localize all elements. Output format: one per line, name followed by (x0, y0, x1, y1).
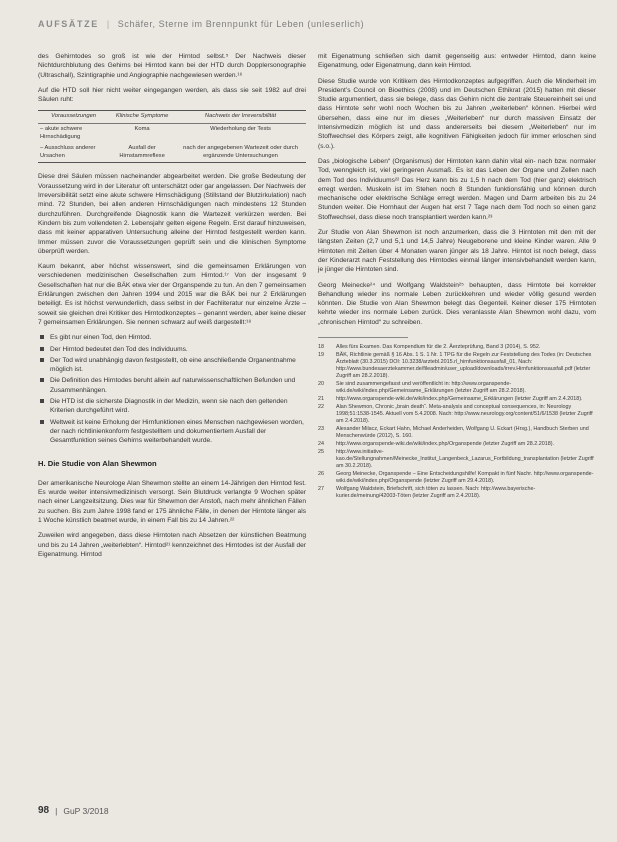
footnote-number: 18 (318, 344, 324, 351)
footnote-number: 21 (318, 396, 324, 403)
paragraph: Georg Meinecke²⁴ und Wolfgang Waldstein²⁵ behaupten, dass Hirntote bei korrekter Behandlung wieder ins normale Leben zurückkehren und wieder völlig gesund werden könnten. Die Studie von Alan Shewmon belegt das Gegenteil. Keiner dieser 175 Hirntoten kehrte wieder ins normale Leben zurück. Dies veranlasste Alan Shewmon wohl dazu, vom „chronischen Hirntod“ zu schreiben. (318, 281, 596, 326)
table-row (38, 124, 306, 144)
paragraph: Kaum bekannt, aber höchst wissenswert, sind die gemeinsamen Erklärungen von verschiedenen medizinischen Gesellschaften zum Hirntod.¹⁷ Von der insgesamt 9 Gesellschaften hat nur die BÄK etwa vier der Organspende zu tun. An den 7 gemeinsamen Erklärungen zwischen den Jahren 1994 und 2015 war die BÄK bei nur 2 Erklärungen beteiligt. Es ist höchst verwunderlich, dass selbst in der Fachliteratur nur einzelne Ärzte – soweit sie gleichen drei Kritiker des Hirntodkonzeptes – genannt werden, aber keine dieser 7 gemeinsamen Erklärungen. Sie nennen schwarz auf weiß dargestellt:¹⁸ (38, 263, 306, 326)
paragraph: Auf die HTD soll hier nicht weiter eingegangen werden, als dass sie seit 1982 auf drei Säulen ruht: (38, 86, 306, 104)
table-cell: Wiederholung der Tests (210, 126, 271, 133)
journal-issue: GuP 3/2018 (63, 805, 109, 816)
section-kicker: AUFSÄTZE (38, 19, 99, 29)
table-cell: Koma (134, 126, 150, 133)
bullet-list (38, 333, 306, 445)
footnote-number: 27 (318, 486, 324, 493)
footnote-number: 20 (318, 381, 324, 388)
table-cell: – akute schwere Hirnschädigung (40, 126, 83, 140)
table-cell: Ausfall der Hirnstammreflexe (119, 145, 165, 159)
table-header-cell: Klinische Symptome (109, 111, 175, 124)
footnotes (318, 344, 596, 500)
list-item (38, 376, 306, 395)
footnote-text: http://www.organspende-wiki.de/wiki/index.php/Organspende (letzter Zugriff am 28.2.2018). (336, 441, 555, 448)
list-item-text: Die HTD ist die sicherste Diagnostik in der Medizin, wenn sie nach den geltenden Kriterien durchgeführt wird. (50, 397, 288, 415)
bullet-square-icon (40, 335, 44, 339)
header-separator: | (106, 19, 110, 29)
bullet-square-icon (40, 347, 44, 351)
article-running-title: Schäfer, Sterne im Brennpunkt für Leben (unleserlich) (117, 19, 365, 29)
list-item (38, 418, 306, 446)
list-item-text: Der Tod wird unabhängig davon festgestellt, ob eine anschließende Organentnahme möglich ist. (50, 356, 296, 374)
text-columns (38, 52, 596, 812)
footnote (318, 441, 596, 448)
footnote (318, 404, 596, 425)
table-cell: nach der angegebenen Wartezeit oder durch ergänzende Untersuchungen (183, 145, 298, 159)
footnote-text: Wolfgang Waldstein, Briefschrift, sich töten zu lassen. Nach: http://www.bayerische-kurier.de/meinung/42003-Töten (letzter Zugriff am 2.4.2018). (336, 486, 536, 500)
footnote-text: Sie sind zusammengefasst und veröffentlicht in: http://www.organspende-wiki.de/wiki/index.php/Gemeinsame_Erklärungen (letzter Zugriff am 28.2.2018). (336, 381, 526, 395)
table-row (38, 143, 306, 163)
paragraph: Zuweilen wird angegeben, dass diese Hirntoten nach Absetzen der künstlichen Beatmung und bis zu 14 Jahren „weiterlebten“. Hirntod²¹ kennzeichnet des Hirntodes ist der Ausfall der Eigenatmung. Hirntod (38, 532, 306, 558)
footer-separator: | (55, 805, 58, 816)
table-header-cell: Voraussetzungen (38, 111, 109, 124)
three-pillars-table (38, 110, 306, 163)
footnote-text: http://www.organspende-wiki.de/wiki/index.php/Gemeinsame_Erklärungen (letzter Zugriff am 2.4.2018). (336, 396, 583, 403)
footnote (318, 449, 596, 470)
footnote-number: 23 (318, 426, 324, 433)
footnote-text: Georg Meinecke, Organspende – Eine Entscheidungshilfe! Kompakt in fünf Nachr. http://www.organspende-wiki.de/wiki/index.php/Organspende (letzter Zugriff am 29.4.2018). (336, 471, 594, 485)
footnote (318, 344, 596, 351)
left-column (38, 52, 306, 565)
footnote-text: BÄK, Richtlinie gemäß § 16 Abs. 1 S. 1 Nr. 1 TPG für die Regeln zur Feststellung des Todes (in: Deutsches Ärzteblatt (30.3.2015) DOI: 10.3238/arztebl.2015.rl_hirnfunktionsausfall_01, Nach: http://www.bundesaerztekammer.de/fileadmin/user_upload/downloads/irrev.Hirnfunktionsausfall.pdf (letzter Zugriff am 28.2.2018). (336, 352, 592, 380)
list-item (38, 345, 306, 354)
footnote-divider (318, 337, 408, 338)
footnote (318, 396, 596, 403)
list-item-text: Der Hirntod bedeutet den Tod des Individuums. (50, 345, 188, 353)
paragraph: Zur Studie von Alan Shewmon ist noch anzumerken, dass die 3 Hirntoten mit den mit der längsten Zeiten (2,7 und 5,1 und 14,5 Jahre) Neugeborene und kleine Kinder waren. Alle 9 Hirntoten mit Zeiten über 4 Monaten waren jünger als 18 Jahre. Hirntot ist noch belegt, dass der Kinderarzt nach Feststellung des Hirntodes einmal länger intensivbehandelt werden kann, je jünger die Hirntoten sind. (318, 229, 596, 274)
running-header (38, 14, 587, 34)
bullet-square-icon (40, 399, 44, 403)
footnote (318, 352, 596, 380)
table-header-row (38, 111, 306, 124)
paragraph: Das „biologische Leben“ (Organismus) der Hirntoten kann dahin vital ein- nach bzw. normaler Tod, wenngleich ist, viel geringeren Ausmaß. Es ist das Leben der Organe und Zellen nach dem Tod des Individuums²² Das Herz kann bis zu 1,5 h nach dem Tod (hier ganz) elektrisch erregt werden. Muskeln ist im Stehen noch 8 Stunden funktionsfähig und können durch mechanische oder elektrische Schläge erregt werden. Magen und Darm arbeiten bis zu 24 Stunden weiter. Die Hornhaut der Augen hat erst 7 Tage nach dem Tod noch so einen ganz Stoffwechsel, dass diese noch transplantiert werden kann.²³ (318, 157, 596, 221)
paragraph: mit Eigenatmung schließen sich damit gegenseitig aus: entweder Hirntod, dann keine Eigenatmung, oder Eigenatmung, dann kein Hirntod. (318, 53, 596, 70)
footnote-text: Alan Shewmon, Chronic „brain death“. Meta-analysis and conceptual consequences, in: Neurology 1998;51:1538-1545. Aktuell vom 5.4.2008. Nach: http://www.neurology.org/content/51/6/1538 (letzter Zugriff am 2.4.2018). (336, 404, 593, 425)
page-footer (38, 805, 109, 816)
footnote-number: 22 (318, 404, 324, 411)
list-item-text: Die Definition des Hirntodes beruht allein auf naturwissenschaftlichen Befunden und Zusammenhängen. (50, 377, 296, 394)
footnote-text: Alexander Milacz, Eckart Hahn, Michael Anderheiden, Wolfgang U. Eckart (Hrsg.), Handbuch Sterben und Menschenwürde (2012), S. 160. (336, 426, 589, 440)
footnote-text: http://www.initiative-kao.de/Stellungnahmen/Meinecke_Institut_Langenbeck_Lazarus_Fortbildung_transplantation (letzter Zugriff am 30.2.2018). (336, 449, 594, 470)
section-heading: H. Die Studie von Alan Shewmon (38, 459, 157, 469)
footnote (318, 486, 596, 500)
list-item-text: Weltweit ist keine Erholung der Hirnfunktionen eines Menschen nachgewiesen worden, der nach richtlinienkonform festgestelltem und dokumentiertem Ausfall der Gesamtfunktion seines Gehirns weiterbehandelt wurde. (50, 418, 304, 445)
bullet-square-icon (40, 378, 44, 382)
table-cell: – Ausschluss anderer Ursachen (40, 145, 96, 159)
paragraph: Diese drei Säulen müssen nacheinander abgearbeitet werden. Die große Bedeutung der Voraussetzung wird in der Literatur oft unterschätzt oder gar angelassen. Der Nachweis der Irreversibilität setzt eine akute schwere Hirnschädigung (Stillstand der Blutzirkulation) nach mind. 72 Stunden, bei allen anderen Hirnschädigungen nach mindestens 12 Stunden durchzuführen. Durchgreifende Diagnostik kann die Wartezeit verkürzen werden. Bei Kindern bis zum vollendeten 2. Lebensjahr gelten eigene Regeln. Erst darauf hinzuweisen, dass mit keiner apparativen Untersuchung alleine der Hirntod festgestellt werden kann. Immer müssen zuvor die Voraussetzungen geprüft sein und die klinischen Symptome überprüft werden. (38, 173, 306, 255)
footnote (318, 471, 596, 485)
list-item-text: Es gibt nur einen Tod, den Hirntod. (50, 334, 152, 342)
footnote-text: Alles fürs Examen. Das Kompendium für die 2. Äerzteprüfung, Band 3 (2014), S. 952. (336, 344, 541, 351)
paragraph: Der amerikanische Neurologe Alan Shewmon stellte an einem 14-Jährigen den Hirntod fest. Es wurde weiter intensivmedizinisch versorgt. Sein Blutdruck verlangte 9 Wochen später nach einer Langzeitsitzung. Dies war für Shewmon der Anstoß, nach mehr ähnlichen Fällen zu suchen. Bis zum Jahre 1998 fand er 175 ähnliche Fälle, in denen der Hirntote länger als 1 Woche künstlich beatmet wurde, in einem Fall bis zu 14 Jahren.²² (38, 479, 306, 524)
paragraph: Diese Studie wurde von Kritikern des Hirntodkonzeptes aufgegriffen. Auch die Minderheit im President’s Council on Bioethics (2008) und im Deutschen Ethikrat (2015) hatten mit dieser Studie argumentiert, dass sie belege, dass das Gehirn nicht die zentrale Steuereinheit sei und dass Hirntote sehr wohl noch Wochen bis zu Jahren „weiterleben“ können. Hierbei wird übersehen, dass eine nur im dieses „Weiterleben“ nur durch massiven Einsatz der Intensivmedizin möglich ist und dass andererseits bei diesem „Weiterleben“ nur im Stoffwechsel des Körpers zeigt, alle kognitiven Fähigkeiten jedoch für immer erloschen sind (s.o.). (318, 77, 596, 150)
footnote-number: 26 (318, 471, 324, 478)
table-header-cell: Nachweis der Irreversibilität (175, 111, 306, 124)
list-item (38, 333, 306, 342)
list-item (38, 397, 306, 416)
list-item (38, 356, 306, 375)
footnote (318, 381, 596, 395)
right-column (318, 52, 596, 501)
paragraph: des Gehirntodes so groß ist wie der Hirntod selbst.⁵ Der Nachweis dieser Nichtdurchblutung des Gehirns bei Hirntod kann bei der HTD durch Dopplersonographie (Ultraschall), Szintigraphie und Angiographie nachgewiesen werden.¹⁶ (38, 53, 306, 79)
bullet-square-icon (40, 358, 44, 362)
footnote (318, 426, 596, 440)
bullet-square-icon (40, 420, 44, 424)
footnote-number: 24 (318, 441, 324, 448)
page-number: 98 (38, 805, 50, 816)
footnote-number: 25 (318, 449, 324, 456)
footnote-number: 19 (318, 352, 324, 359)
